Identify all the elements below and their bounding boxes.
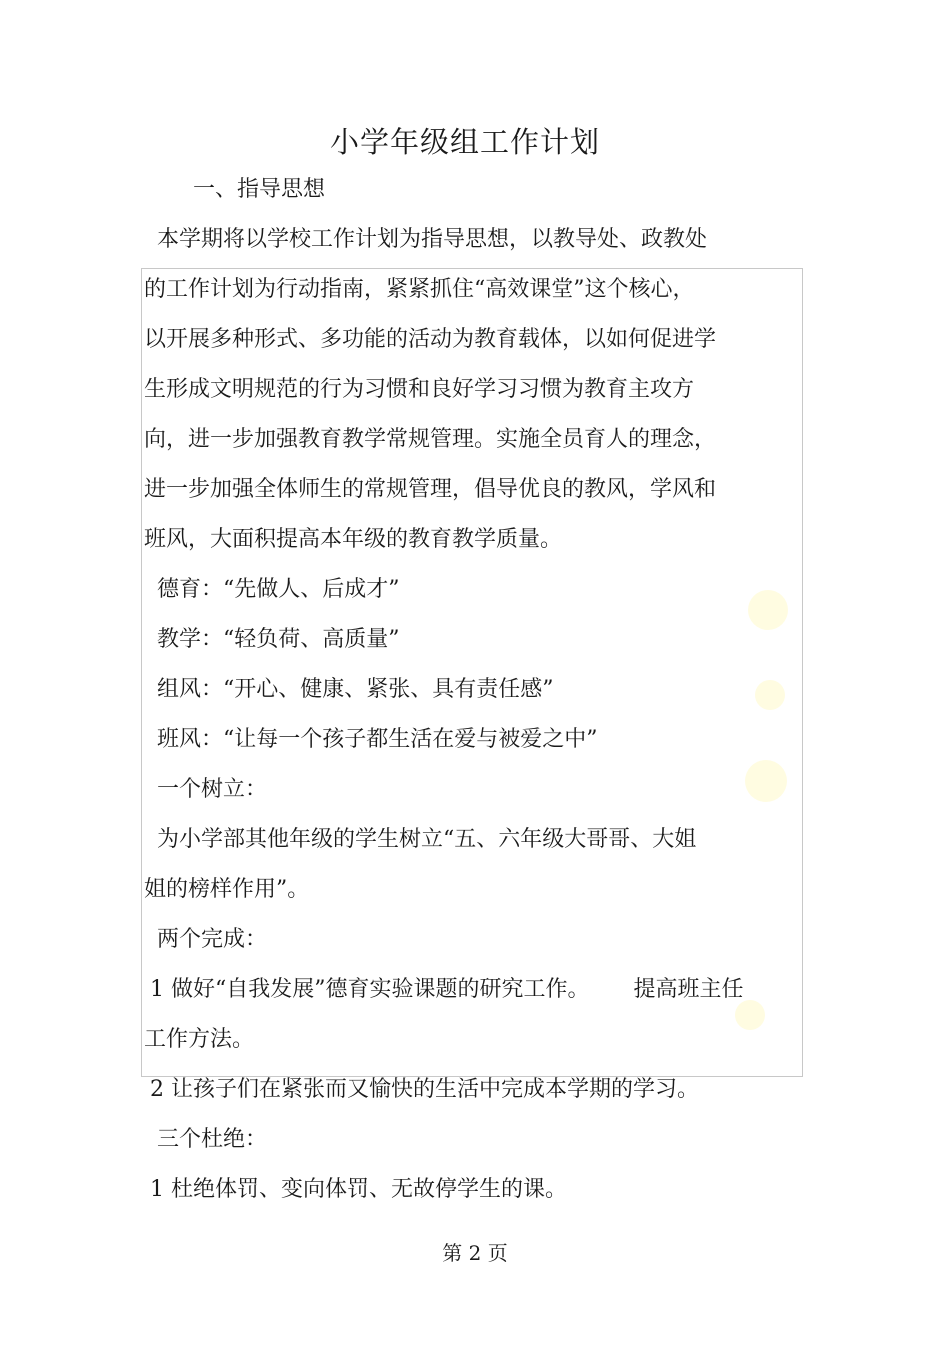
section-heading: 一、指导思想	[193, 177, 326, 202]
paragraph-line: 为小学部其他年级的学生树立“五、六年级大哥哥、大姐	[157, 827, 697, 852]
list-item-text-tail: 提高班主任	[633, 977, 744, 1002]
subheading: 一个树立：	[157, 777, 268, 802]
subheading: 两个完成：	[157, 927, 268, 952]
subheading: 三个杜绝：	[157, 1127, 268, 1152]
list-item: 2 让孩子们在紧张而又愉快的生活中完成本学期的学习。	[150, 1077, 699, 1102]
paragraph-line: 进一步加强全体师生的常规管理，倡导优良的教风，学风和	[144, 477, 717, 502]
page-number: 第 2 页	[442, 1241, 508, 1265]
paragraph-line: 工作方法。	[144, 1027, 255, 1052]
document-title: 小学年级组工作计划	[329, 125, 600, 159]
motto-line: 德育：“先做人、后成才”	[157, 577, 400, 602]
motto-line: 组风：“开心、健康、紧张、具有责任感”	[157, 677, 554, 702]
paragraph-line: 向，进一步加强教育教学常规管理。实施全员育人的理念，	[144, 427, 717, 452]
decorative-highlight	[745, 760, 787, 802]
motto-line: 班风：“让每一个孩子都生活在爱与被爱之中”	[157, 727, 598, 752]
paragraph-line: 本学期将以学校工作计划为指导思想，以教导处、政教处	[157, 227, 708, 252]
motto-line: 教学：“轻负荷、高质量”	[157, 627, 400, 652]
list-item-text: 1 做好“自我发展”德育实验课题的研究工作。	[150, 977, 590, 1002]
decorative-highlight	[748, 590, 788, 630]
paragraph-line: 班风，大面积提高本年级的教育教学质量。	[144, 527, 563, 552]
paragraph-line: 姐的榜样作用”。	[144, 877, 310, 902]
paragraph-line: 的工作计划为行动指南，紧紧抓住“高效课堂”这个核心，	[144, 277, 695, 302]
list-item	[150, 974, 744, 1006]
paragraph-line: 以开展多种形式、多功能的活动为教育载体，以如何促进学	[144, 327, 717, 352]
decorative-highlight	[755, 680, 785, 710]
paragraph-line: 生形成文明规范的行为习惯和良好学习习惯为教育主攻方	[144, 377, 695, 402]
list-item: 1 杜绝体罚、变向体罚、无故停学生的课。	[150, 1177, 567, 1202]
